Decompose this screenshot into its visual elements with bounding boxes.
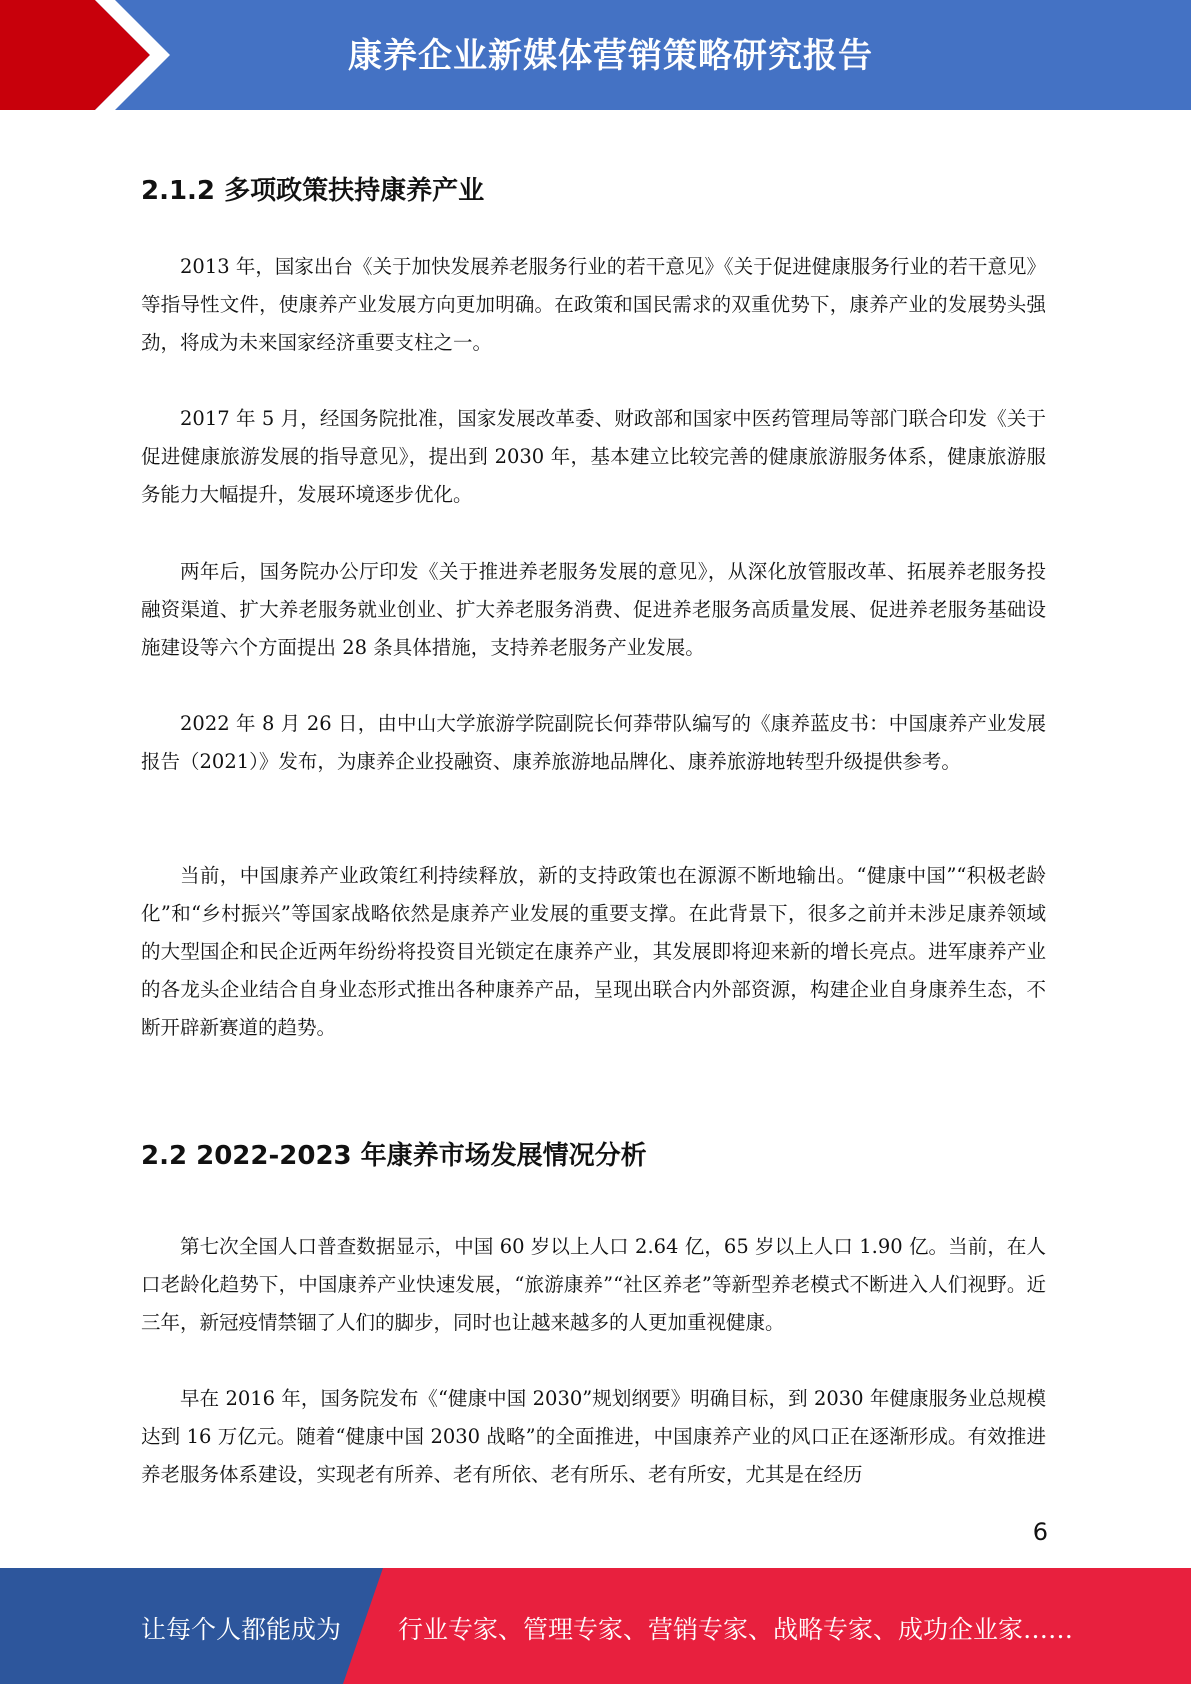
paragraph: 早在 2016 年，国务院发布《“健康中国 2030”规划纲要》明确目标，到 2030 年健康服务业总规模达到 16 万亿元。随着“健康中国 2030 战略”的全面推进，中国康养产业的风口正在逐渐形成。有效推进养老服务体系建设，实现老有所养、老有所依、老有所乐、老有所安，尤其是在经历 bbox=[141, 1387, 1046, 1486]
paragraph: 当前，中国康养产业政策红利持续释放，新的支持政策也在源源不断地输出。“健康中国”“积极老龄化”和“乡村振兴”等国家战略依然是康养产业发展的重要支撑。在此背景下，很多之前并未涉足康养领域的大型国企和民企近两年纷纷将投资目光锁定在康养产业，其发展即将迎来新的增长亮点。进军康养产业的各龙头企业结合自身业态形式推出各种康养产品，呈现出联合内外部资源，构建企业自身康养生态，不断开辟新赛道的趋势。 bbox=[141, 864, 1046, 1039]
paragraph: 2013 年，国家出台《关于加快发展养老服务行业的若干意见》《关于促进健康服务行业的若干意见》等指导性文件，使康养产业发展方向更加明确。在政策和国民需求的双重优势下，康养产业的发展势头强劲，将成为未来国家经济重要支柱之一。 bbox=[141, 255, 1046, 354]
report-title: 康养企业新媒体营销策略研究报告 bbox=[348, 36, 873, 76]
paragraph: 2017 年 5 月，经国务院批准，国家发展改革委、财政部和国家中医药管理局等部门联合印发《关于促进健康旅游发展的指导意见》，提出到 2030 年，基本建立比较完善的健康旅游服务体系，健康旅游服务能力大幅提升，发展环境逐步优化。 bbox=[141, 407, 1046, 506]
page-header bbox=[0, 0, 1191, 110]
page-footer bbox=[0, 1568, 1191, 1684]
paragraph: 两年后，国务院办公厅印发《关于推进养老服务发展的意见》，从深化放管服改革、拓展养老服务投融资渠道、扩大养老服务就业创业、扩大养老服务消费、促进养老服务高质量发展、促进养老服务基础设施建设等六个方面提出 28 条具体措施，支持养老服务产业发展。 bbox=[141, 560, 1046, 659]
page-number: 6 bbox=[1032, 1518, 1048, 1546]
footer-slogan-left: 让每个人都能成为 bbox=[141, 1615, 342, 1644]
paragraph: 第七次全国人口普查数据显示，中国 60 岁以上人口 2.64 亿，65 岁以上人口 1.90 亿。当前，在人口老龄化趋势下，中国康养产业快速发展，“旅游康养”“社区养老”等新型养老模式不断进入人们视野。近三年，新冠疫情禁锢了人们的脚步，同时也让越来越多的人更加重视健康。 bbox=[141, 1235, 1046, 1334]
section-heading-policy: 2.1.2 多项政策扶持康养产业 bbox=[141, 176, 485, 206]
paragraph: 2022 年 8 月 26 日，由中山大学旅游学院副院长何莽带队编写的《康养蓝皮书：中国康养产业发展报告（2021）》发布，为康养企业投融资、康养旅游地品牌化、康养旅游地转型升级提供参考。 bbox=[141, 712, 1046, 773]
footer-slogan-right: 行业专家、管理专家、营销专家、战略专家、成功企业家…… bbox=[398, 1615, 1074, 1644]
section-heading-market: 2.2 2022-2023 年康养市场发展情况分析 bbox=[141, 1141, 647, 1171]
